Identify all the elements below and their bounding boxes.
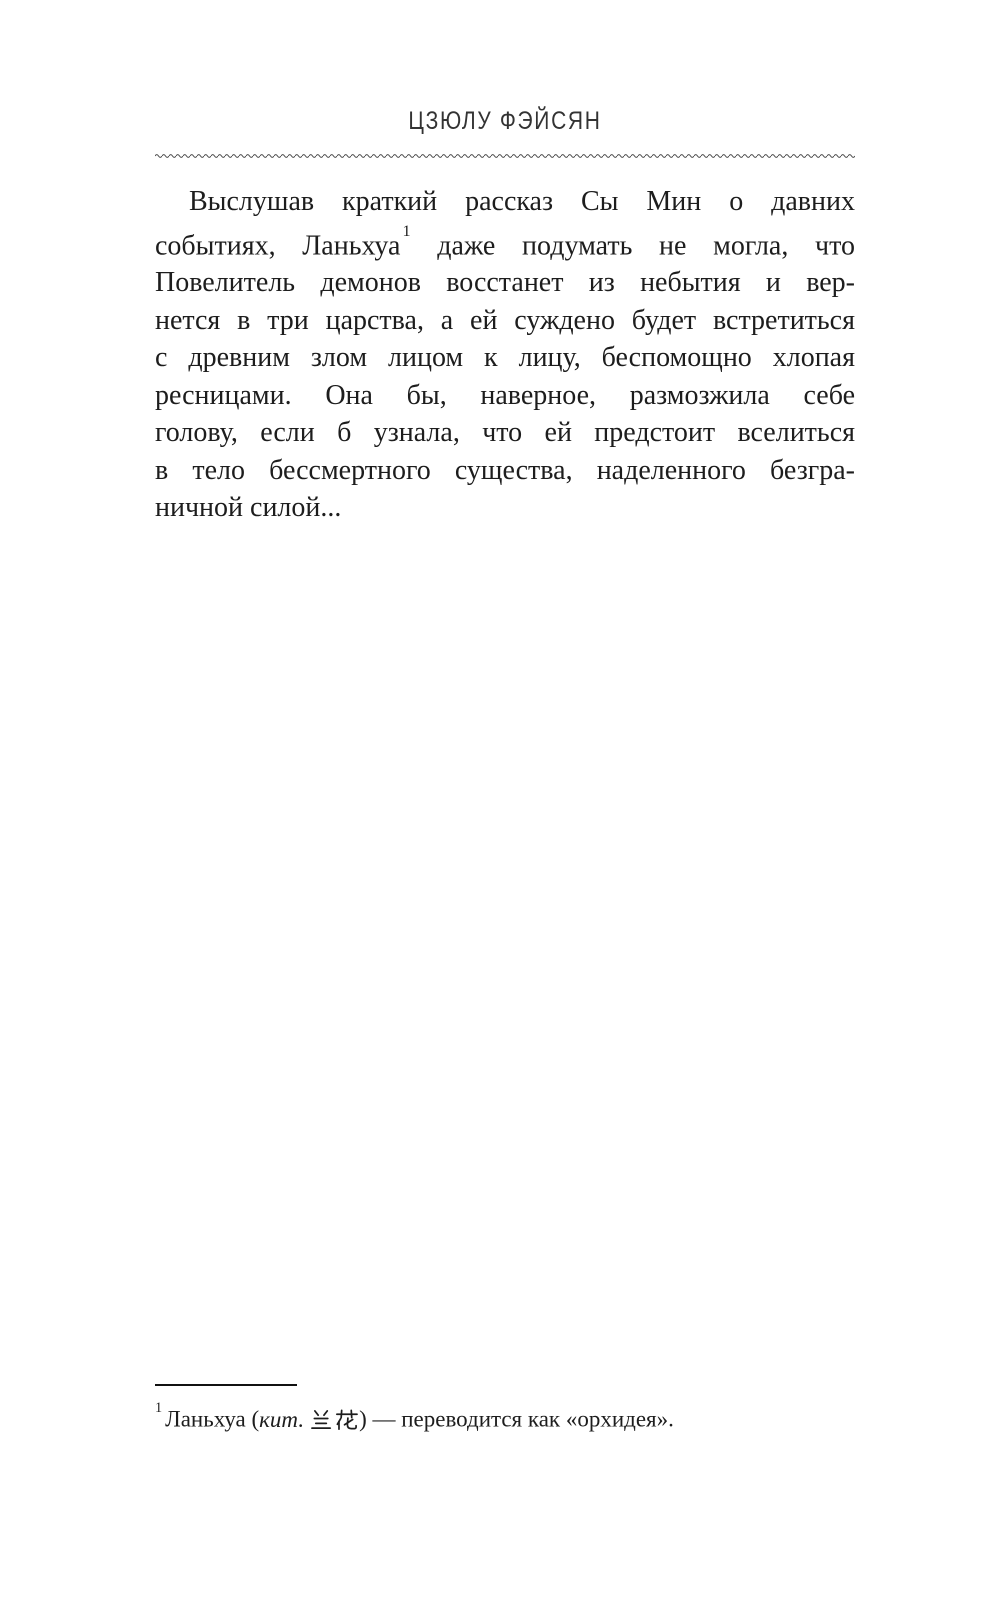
body-line-text: ресницами. Она бы, наверное, размозжила себе [155, 379, 855, 411]
wavy-divider [155, 151, 855, 161]
footnote-text: Ланьхуа ( [165, 1406, 260, 1432]
body-line-text: с древним злом лицом к лицу, беспомощно хлопая [155, 342, 855, 374]
body-line-text: ничной силой... [155, 492, 342, 524]
footnote-text: ) — переводится как «орхидея». [359, 1406, 674, 1432]
running-head-author: ЦЗЮЛУ ФЭЙСЯН [408, 107, 602, 135]
body-line [155, 221, 855, 265]
body-line-text: даже подумать не могла, что [410, 229, 855, 261]
body-line [155, 339, 855, 377]
footnote-marker: 1 [155, 1399, 163, 1416]
body-line [155, 264, 855, 302]
footnote [155, 1399, 855, 1435]
chinese-characters-lanhua [310, 1408, 358, 1431]
footnote-reference-mark: 1 [402, 221, 411, 240]
body-line [155, 377, 855, 415]
body-line-text: голову, если б узнала, что ей предстоит вселиться [155, 417, 855, 449]
body-line [155, 414, 855, 452]
body-line [155, 183, 855, 221]
footnote-divider [155, 1384, 297, 1386]
footnote-language-label: кит. [259, 1406, 305, 1432]
body-line [155, 489, 855, 527]
paragraph [155, 183, 855, 527]
body-line-text: нется в три царства, а ей суждено будет встретиться [155, 304, 855, 336]
body-line-text: в тело бессмертного существа, наделенного безгра- [155, 454, 855, 486]
body-line [155, 302, 855, 340]
body-line-text: Повелитель демонов восстанет из небытия и вер- [155, 267, 855, 299]
body-line-text: событиях, Ланьхуа [155, 229, 401, 261]
body-line [155, 452, 855, 490]
body-line-text: Выслушав краткий рассказ Сы Мин о давних [189, 186, 855, 217]
